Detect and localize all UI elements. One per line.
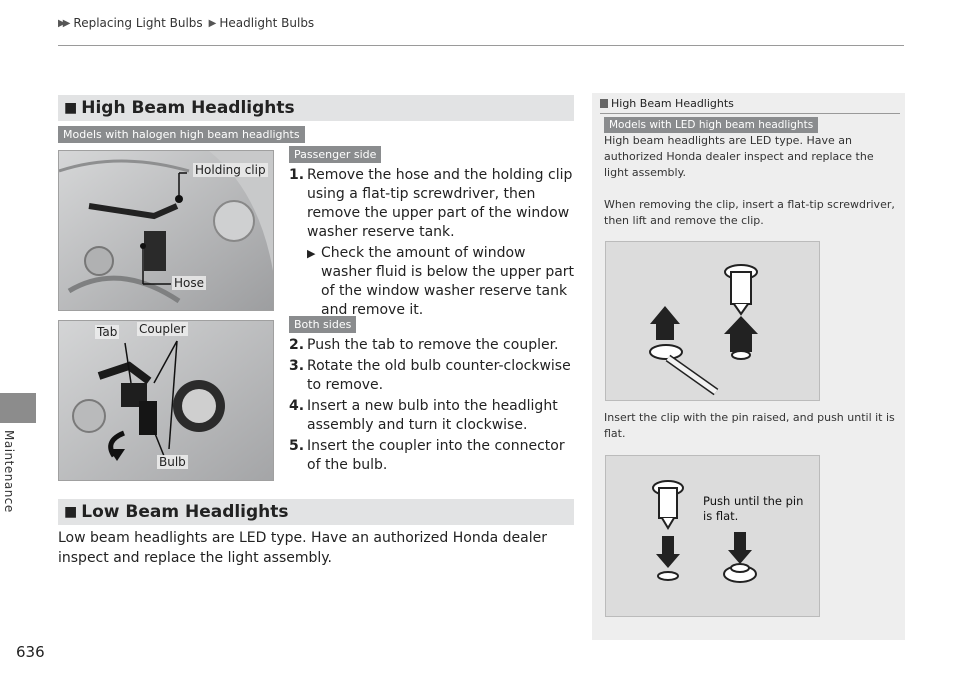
step-1 (289, 166, 579, 242)
breadcrumb (58, 16, 314, 30)
models-halogen-tag: Models with halogen high beam headlights (58, 126, 305, 143)
sidebar-text-removal: When removing the clip, insert a flat-tip screwdriver, then lift and remove the clip. (604, 198, 895, 227)
step-3-text: Rotate the old bulb counter-clockwise to remove. (307, 358, 571, 393)
section-square-icon: ■ (64, 100, 78, 116)
page-number: 636 (16, 643, 45, 661)
sidebar-title-text: High Beam Headlights (611, 97, 734, 110)
sidebar-divider (600, 113, 900, 114)
sidebar-title (600, 97, 734, 110)
step-5-text: Insert the coupler into the connector of the bulb. (307, 438, 565, 473)
section-square-icon: ■ (64, 504, 78, 520)
low-beam-text: Low beam headlights are LED type. Have an authorized Honda dealer inspect and replace the light assembly. (58, 530, 547, 566)
clip-insert-illustration (606, 456, 819, 616)
holding-clip-photo (58, 150, 274, 311)
bulb-label: Bulb (159, 455, 186, 469)
breadcrumb-item-headlight-bulbs[interactable]: Headlight Bulbs (219, 16, 315, 30)
note-icon (600, 99, 608, 108)
coupler-bulb-photo (58, 320, 274, 481)
step-4-text: Insert a new bulb into the headlight assembly and turn it clockwise. (307, 398, 558, 433)
clip-removal-illustration (606, 242, 819, 400)
step-1-number: 1. (289, 167, 305, 183)
coupler-label: Coupler (139, 322, 186, 336)
step-4-number: 4. (289, 398, 305, 414)
header-divider (58, 45, 904, 46)
sidebar-text-led: High beam headlights are LED type. Have an authorized Honda dealer inspect and replace the light assembly. (604, 134, 874, 179)
models-led-tag: Models with LED high beam headlights (604, 117, 818, 133)
hose-label: Hose (174, 276, 204, 290)
low-beam-section-header (58, 499, 574, 525)
step-1-note-text: Check the amount of window washer fluid is below the upper part of the window washer reserve tank and remove it. (321, 245, 575, 318)
sidebar-text-insert: Insert the clip with the pin raised, and push until it is flat. (604, 411, 895, 440)
high-beam-title: High Beam Headlights (81, 98, 295, 118)
breadcrumb-arrow-icon: ▶ (208, 17, 214, 29)
step-3-number: 3. (289, 358, 305, 374)
step-4 (289, 397, 579, 435)
step-1-text: Remove the hose and the holding clip using a flat-tip screwdriver, then remove the upper part of the window washer reserve tank. (307, 167, 573, 240)
step-5-number: 5. (289, 438, 305, 454)
low-beam-title: Low Beam Headlights (81, 502, 289, 522)
step-2-number: 2. (289, 337, 305, 353)
clip-insert-figure (605, 455, 820, 617)
push-label: Push until the pin is flat. (703, 494, 804, 523)
step-1-note (307, 244, 579, 320)
step-2 (289, 336, 579, 355)
chapter-label: Maintenance (2, 430, 16, 513)
passenger-side-tag: Passenger side (289, 146, 381, 163)
tab-label: Tab (97, 325, 118, 339)
high-beam-steps-part1 (289, 166, 579, 320)
chapter-tab[interactable] (0, 393, 36, 423)
step-5 (289, 437, 579, 475)
breadcrumb-item-replacing-light-bulbs[interactable]: Replacing Light Bulbs (73, 16, 203, 30)
note-arrow-icon: ▶ (307, 247, 316, 260)
high-beam-steps-part2 (289, 336, 579, 477)
step-2-text: Push the tab to remove the coupler. (307, 337, 559, 353)
holding-clip-label: Holding clip (195, 163, 266, 177)
step-3 (289, 357, 579, 395)
clip-removal-figure (605, 241, 820, 401)
both-sides-tag: Both sides (289, 316, 356, 333)
breadcrumb-arrow-icon: ▶▶ (58, 17, 68, 29)
high-beam-section-header (58, 95, 574, 121)
